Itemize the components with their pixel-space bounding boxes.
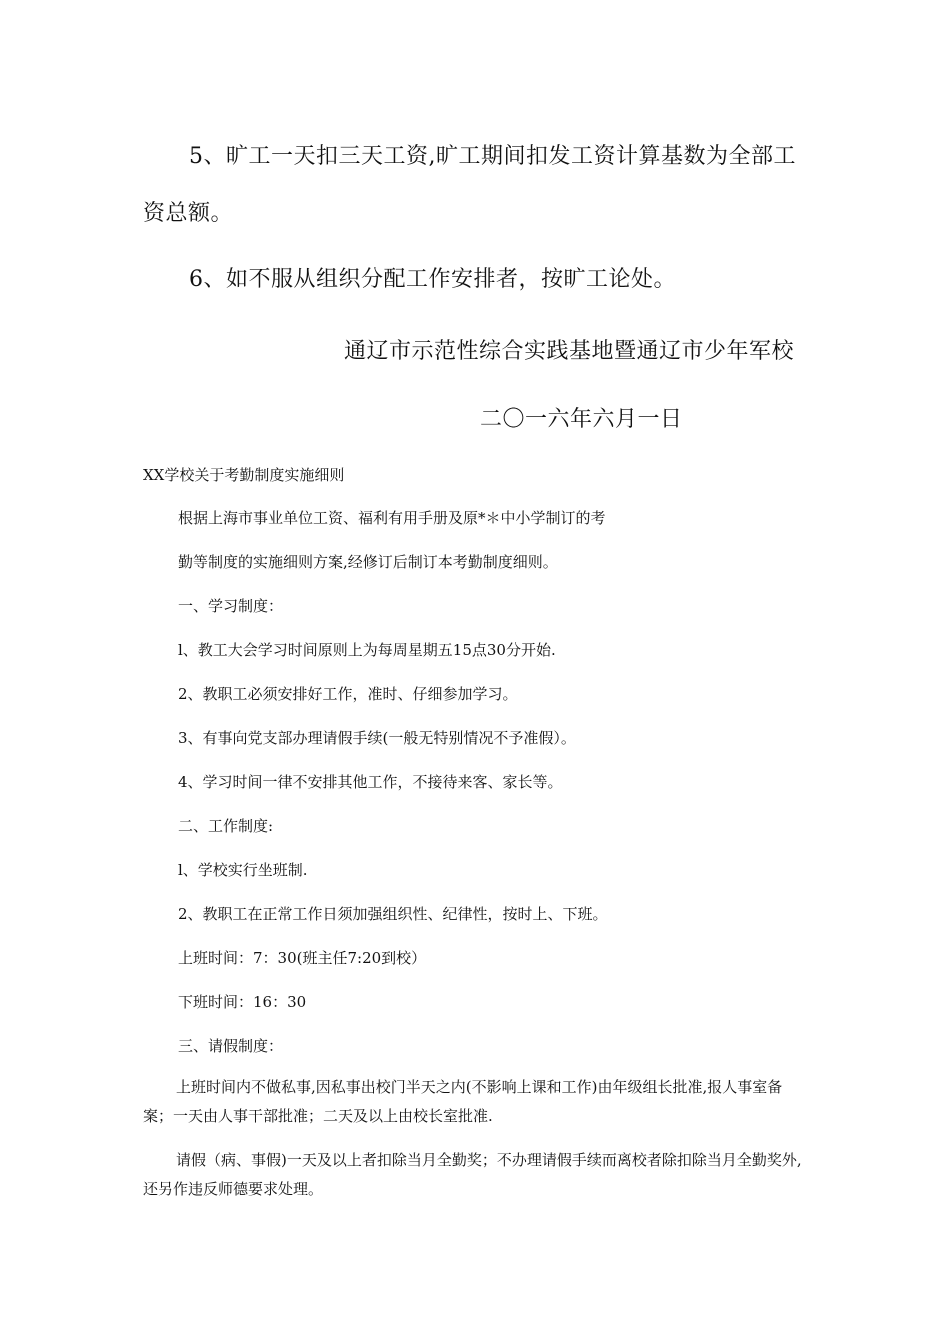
document-title: XX学校关于考勤制度实施细则 (143, 466, 345, 484)
section-2-heading: 二、工作制度: (178, 817, 274, 835)
leave-rule-paragraph-2: 请假（病、事假)一天及以上者扣除当月全勤奖；不办理请假手续而离校者除扣除当月全勤奖外,还另作违反师德要求处理。 (143, 1151, 802, 1198)
leave-rule-paragraph-1: 上班时间内不做私事,因私事出校门半天之内(不影响上课和工作)由年级组长批准,报人事室备案；一天由人事干部批准；二天及以上由校长室批准. (143, 1078, 783, 1125)
section-1-item-4: 4、学习时间一律不安排其他工作，不接待来客、家长等。 (178, 773, 563, 791)
clause-6: 6、如不服从组织分配工作安排者，按旷工论处。 (189, 267, 676, 292)
signature-organization: 通辽市示范性综合实践基地暨通辽市少年军校 (344, 339, 795, 364)
clause-5-line-1: 5、旷工一天扣三天工资,旷工期间扣发工资计算基数为全部工 (189, 144, 796, 169)
section-1-item-2: 2、教职工必须安排好工作，准时、仔细参加学习。 (178, 685, 518, 703)
section-2-item-1: l、学校实行坐班制. (178, 861, 308, 879)
work-start-time: 上班时间：7：30(班主任7:20到校） (178, 949, 427, 967)
work-end-time: 下班时间：16：30 (178, 993, 307, 1011)
section-1-heading: 一、学习制度： (178, 597, 284, 615)
clause-5-line-2: 资总额。 (143, 201, 234, 226)
section-2-item-2: 2、教职工在正常工作日须加强组织性、纪律性，按时上、下班。 (178, 905, 608, 923)
section-3-heading: 三、请假制度： (178, 1037, 284, 1055)
intro-line-2: 勤等制度的实施细则方案,经修订后制订本考勤制度细则。 (178, 553, 558, 571)
section-1-item-3: 3、有事向党支部办理请假手续(一般无特别情况不予准假）。 (178, 729, 576, 747)
signature-date: 二〇一六年六月一日 (480, 407, 683, 432)
intro-line-1: 根据上海市事业单位工资、福利有用手册及原*＊中小学制订的考 (178, 509, 606, 527)
section-1-item-1: l、教工大会学习时间原则上为每周星期五15点30分开始. (178, 641, 556, 659)
